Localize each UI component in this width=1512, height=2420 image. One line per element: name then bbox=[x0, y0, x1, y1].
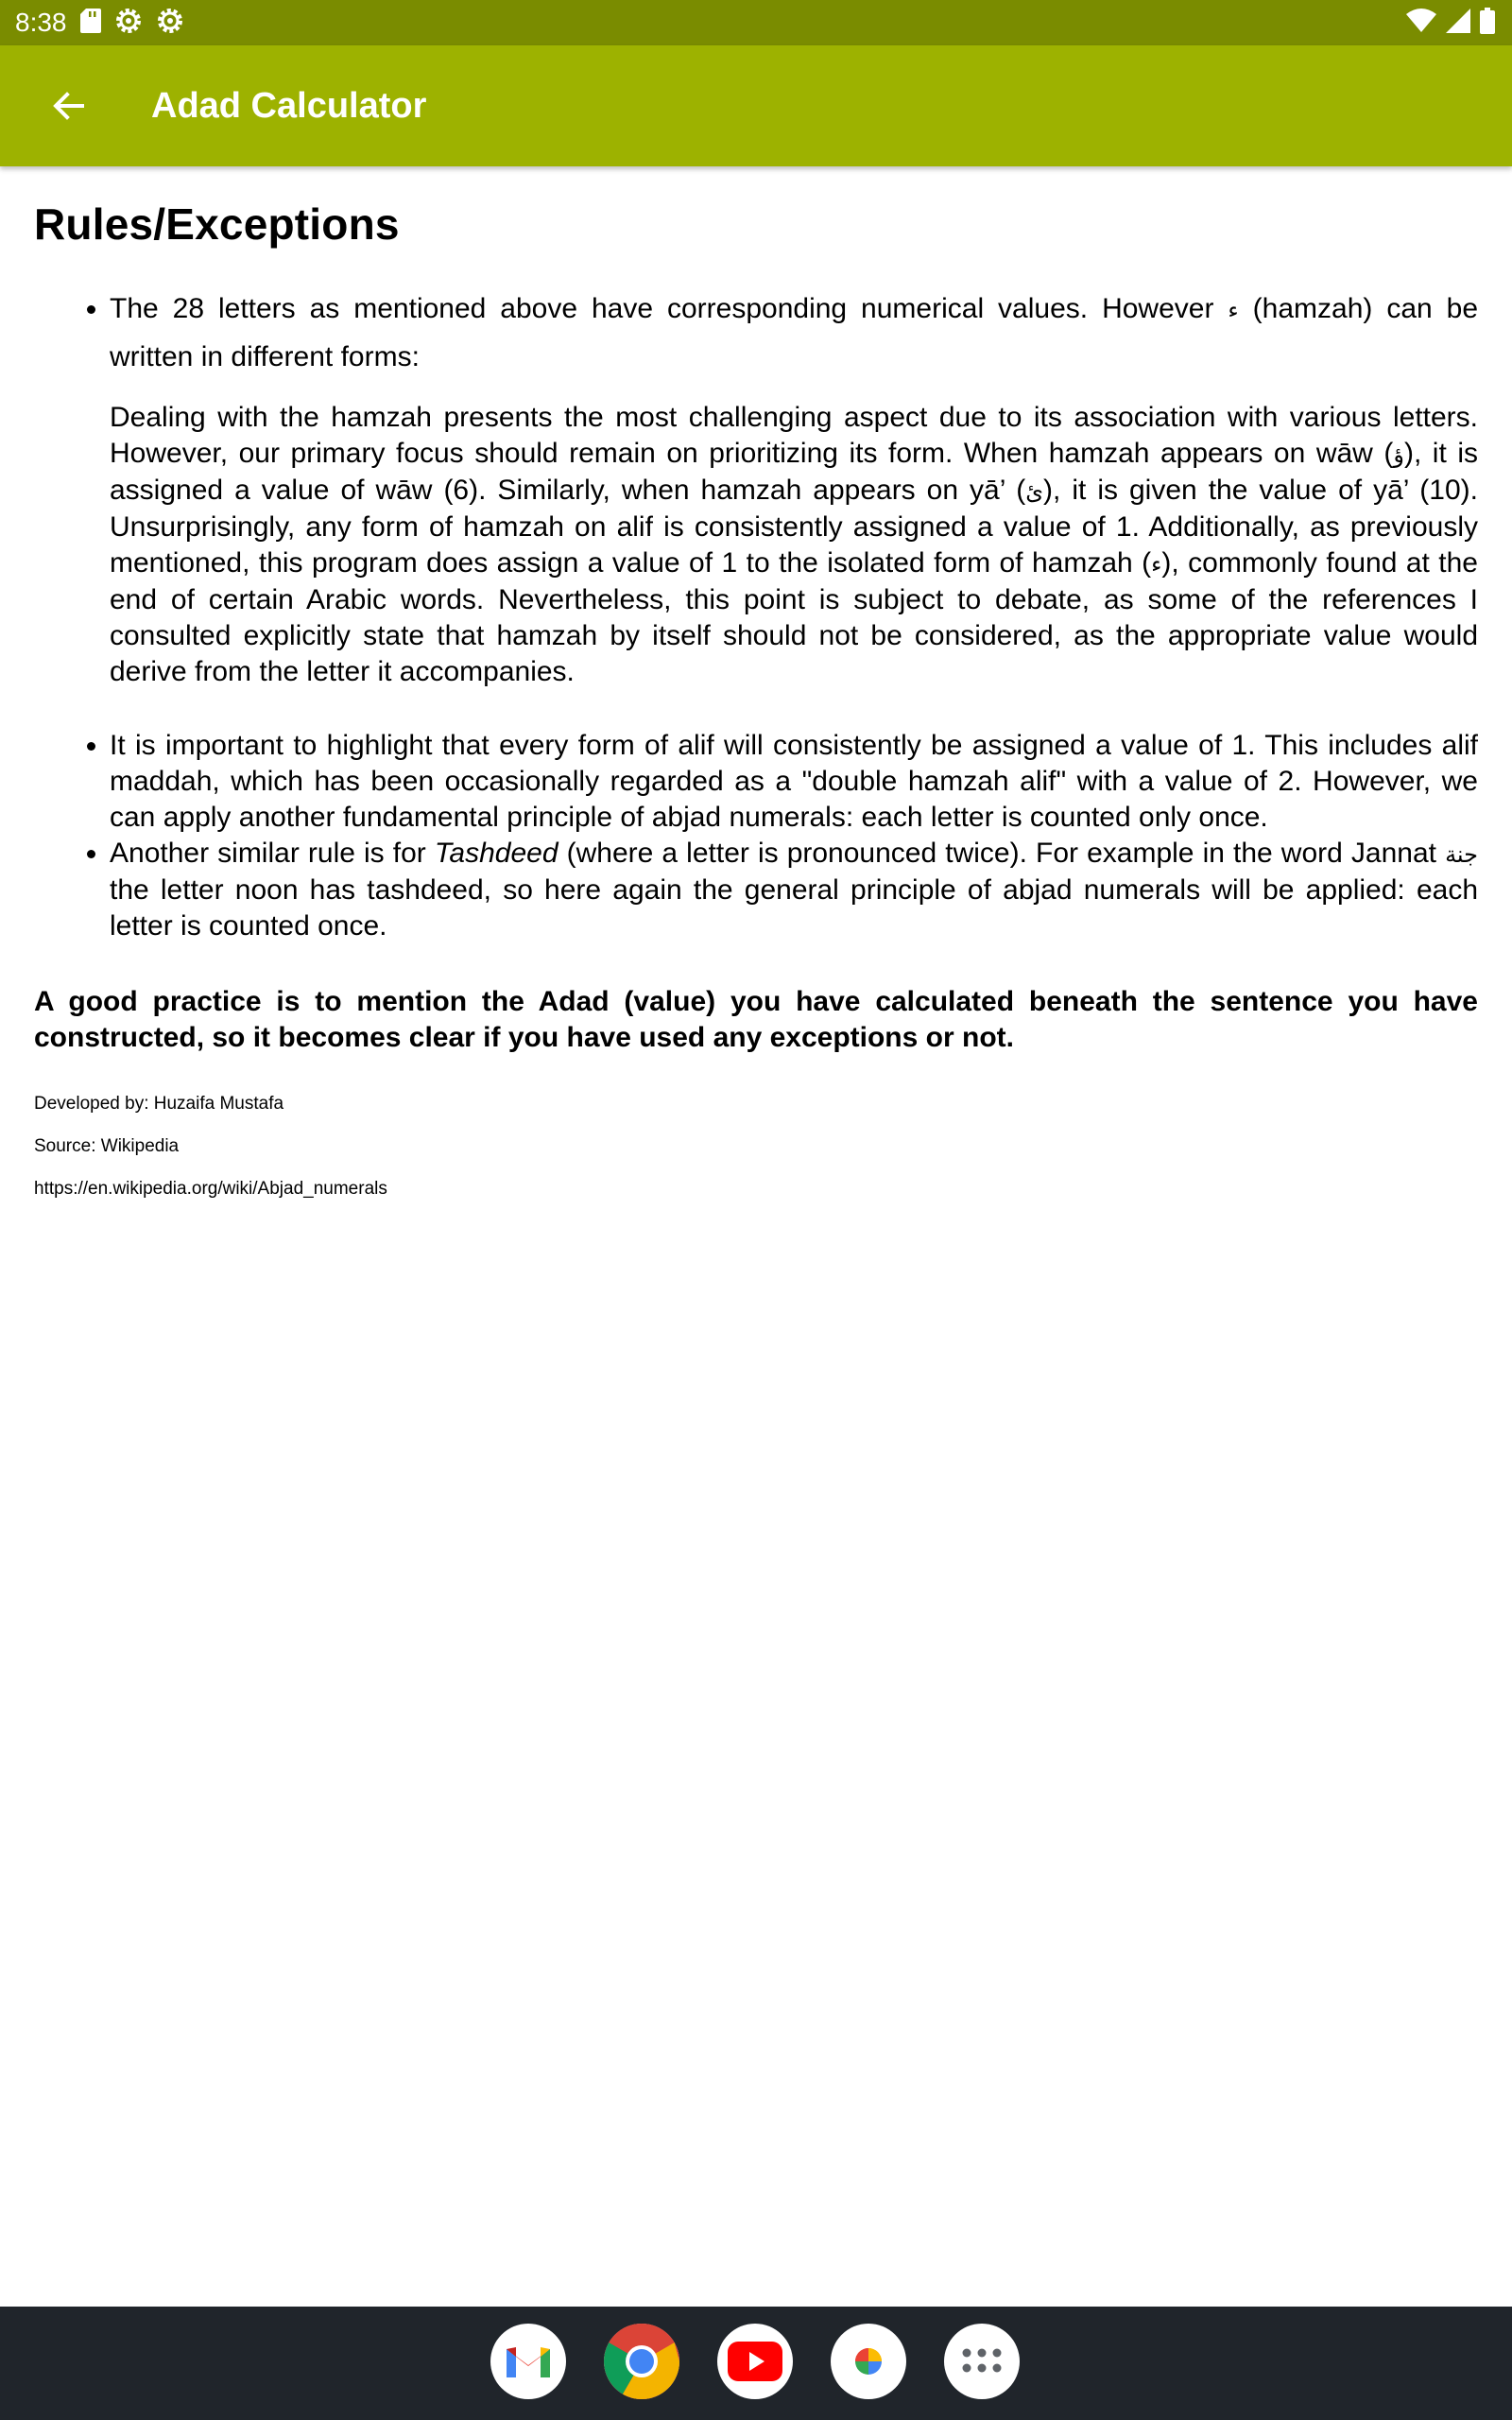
content-area bbox=[34, 166, 1478, 1200]
rule-3-text-b: (where a letter is pronounced twice). For example in the word Jannat bbox=[558, 838, 1446, 869]
battery-icon bbox=[1480, 8, 1495, 39]
arrow-back-icon bbox=[52, 90, 84, 127]
isolated-hamzah-glyph: ء bbox=[1151, 551, 1162, 578]
wifi-icon bbox=[1406, 9, 1436, 38]
settings-gear-icon bbox=[114, 7, 143, 40]
status-bar bbox=[0, 0, 1512, 45]
hamzah-text-3: ), it is given the value of yā’ (10). Unsurprisingly, any form of hamzah on alif is consistently assigned a value of 1. Additionally, as previously mentioned, this program does assign a value of 1 to the isolated form of hamzah ( bbox=[110, 475, 1478, 579]
ya-glyph: ئ bbox=[1025, 478, 1044, 505]
chrome-icon[interactable] bbox=[604, 2324, 679, 2399]
hamzah-glyph: ء bbox=[1228, 297, 1239, 323]
rules-list bbox=[34, 285, 1478, 944]
gmail-icon[interactable] bbox=[490, 2324, 566, 2399]
page-title: Rules/Exceptions bbox=[34, 199, 400, 249]
developer-credit: Developed by: Huzaifa Mustafa bbox=[34, 1094, 284, 1114]
status-left-icons bbox=[80, 7, 184, 40]
list-item bbox=[110, 285, 1478, 690]
sd-card-icon bbox=[80, 9, 101, 38]
hamzah-text-1: Dealing with the hamzah presents the most challenging aspect due to its association with various letters. However, our primary focus should remain on prioritizing its form. When hamzah appears on wāw ( bbox=[110, 402, 1478, 469]
app-bar bbox=[0, 45, 1512, 166]
source-link[interactable]: https://en.wikipedia.org/wiki/Abjad_numerals bbox=[34, 1179, 387, 1199]
back-button[interactable] bbox=[38, 78, 98, 138]
app-drawer-icon[interactable] bbox=[944, 2324, 1020, 2399]
source-credit: Source: Wikipedia bbox=[34, 1136, 180, 1156]
rule-3-text-a: Another similar rule is for bbox=[110, 838, 435, 869]
rule-2-text: It is important to highlight that every form of alif will consistently be assigned a value of 1. This includes alif maddah, which has been occasionally regarded as a "double hamzah alif" with a value of 2. However, we can apply another fundamental principle of abjad numerals: each letter is counted only once. bbox=[110, 730, 1478, 833]
waw-glyph: ؤ bbox=[1393, 441, 1404, 468]
rule-1-text-a: The 28 letters as mentioned above have corresponding numerical values. However bbox=[110, 293, 1228, 324]
cellular-signal-icon bbox=[1446, 9, 1470, 38]
settings-gear-icon bbox=[156, 7, 184, 40]
app-title: Adad Calculator bbox=[151, 86, 427, 126]
list-item bbox=[110, 728, 1478, 836]
practice-note: A good practice is to mention the Adad (value) you have calculated beneath the sentence you have constructed, so it becomes clear if you have used any exceptions or not. bbox=[34, 986, 1478, 1053]
hamzah-text-2: ), it is assigned a value of wāw (6). Similarly, when hamzah appears on yā’ ( bbox=[110, 438, 1478, 506]
tashdeed-term: Tashdeed bbox=[434, 838, 558, 869]
list-item bbox=[110, 836, 1478, 944]
rule-3-text-c: the letter noon has tashdeed, so here again the general principle of abjad numerals will be applied: each letter is counted once. bbox=[110, 874, 1478, 942]
youtube-icon[interactable] bbox=[717, 2324, 793, 2399]
app-dock bbox=[0, 2307, 1512, 2420]
photos-icon[interactable] bbox=[831, 2324, 906, 2399]
rule-1-intro bbox=[110, 285, 1478, 381]
jannat-arabic-word: جنة bbox=[1445, 841, 1479, 868]
hamzah-text-4: ), commonly found at the end of certain Arabic words. Nevertheless, this point is subject to debate, as some of the references I consulted explicitly state that hamzah by itself should not be considered, as the appropriate value would derive from the letter it accompanies. bbox=[110, 547, 1478, 687]
rule-1-text-b: (hamzah) can be written in different forms: bbox=[110, 293, 1479, 372]
status-time: 8:38 bbox=[15, 8, 67, 37]
hamzah-paragraph bbox=[110, 400, 1478, 690]
status-right-icons bbox=[1406, 0, 1495, 45]
